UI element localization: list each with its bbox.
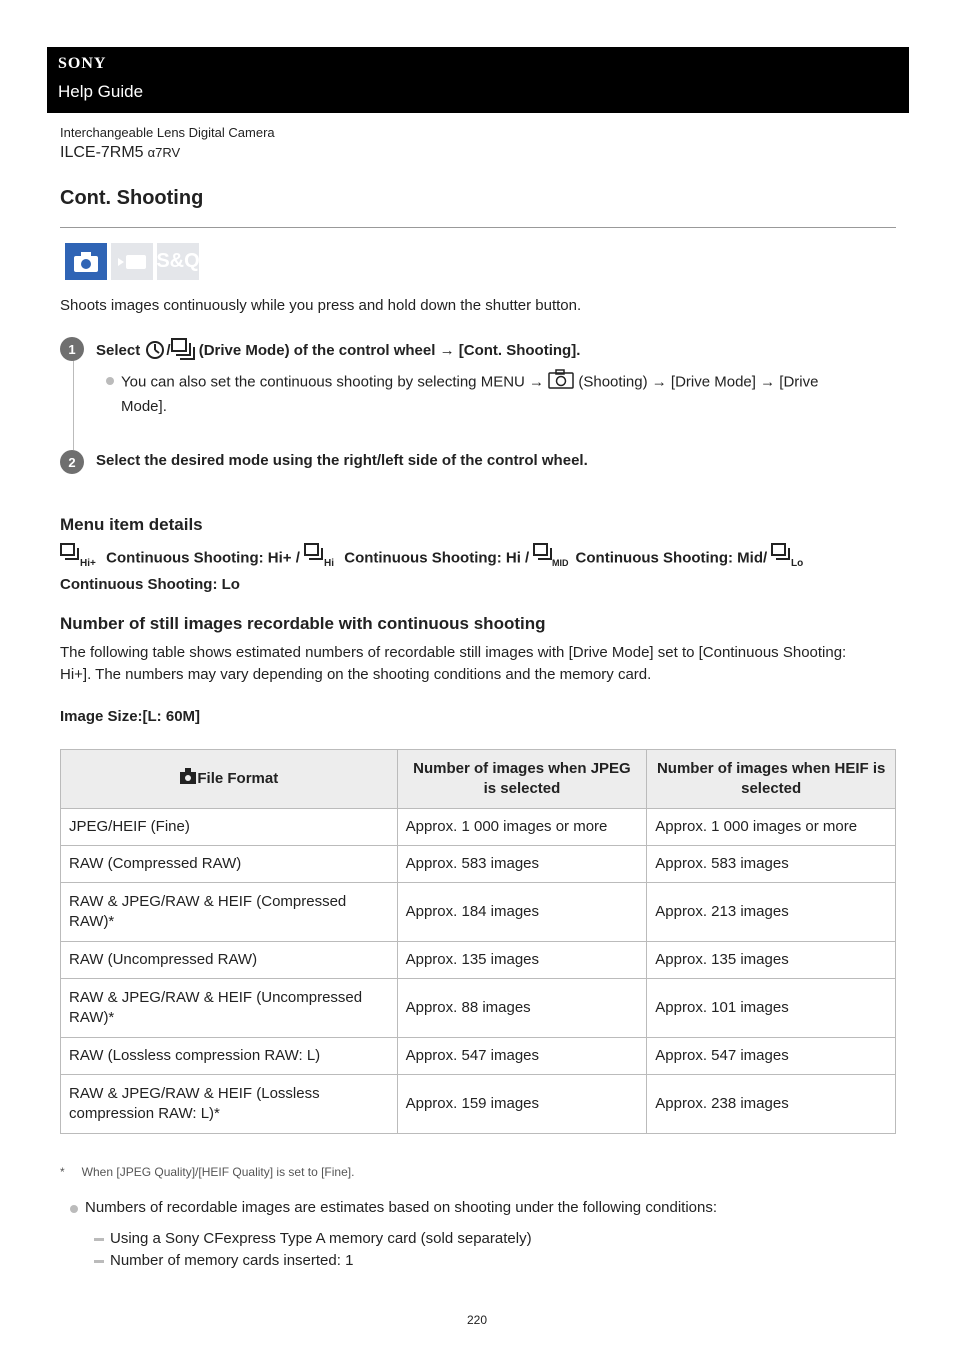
step-1-post: (Drive Mode) of the control wheel → [Cont. Shooting].: [198, 341, 581, 359]
cont-hi-plus-label: Continuous Shooting: Hi+ /: [106, 549, 300, 567]
step-1-slash: /: [166, 341, 171, 359]
file-format-cell: RAW & JPEG/RAW & HEIF (Compressed RAW)*: [61, 883, 398, 942]
file-format-cell: RAW (Lossless compression RAW: L): [61, 1038, 398, 1075]
heif-count-cell: Approx. 135 images: [647, 942, 896, 979]
recordable-heading: Number of still images recordable with continuous shooting: [60, 614, 546, 633]
camera-icon: [179, 767, 197, 791]
page-title: Cont. Shooting: [60, 187, 204, 209]
jpeg-count-cell: Approx. 135 images: [397, 942, 647, 979]
header-file-format: [61, 750, 398, 809]
conditions-note: Numbers of recordable images are estimates based on shooting under the following conditions:: [85, 1199, 718, 1216]
step-2-text: Select the desired mode using the right/left side of the control wheel.: [96, 452, 588, 469]
help-guide-title: Help Guide: [58, 82, 144, 101]
table-row: [61, 1038, 896, 1075]
jpeg-count-cell: Approx. 547 images: [397, 1038, 647, 1075]
recordable-desc-line-2: Hi+]. The numbers may vary depending on the shooting conditions and the memory card.: [60, 666, 652, 683]
jpeg-count-cell: Approx. 583 images: [397, 846, 647, 883]
condition-dash: [94, 1260, 104, 1263]
table-row: [61, 809, 896, 846]
recordable-description: [60, 642, 900, 686]
page-header: [47, 47, 909, 113]
footnote-mark: *: [60, 1165, 65, 1179]
menu-details-items: [60, 543, 900, 596]
cont-lo-icon-label: Lo: [791, 558, 804, 567]
file-format-cell: RAW (Compressed RAW): [61, 846, 398, 883]
menu-details-heading: Menu item details: [60, 515, 203, 534]
cont-hi-icon-label: Hi: [324, 558, 335, 567]
heif-count-cell: Approx. 1 000 images or more: [647, 809, 896, 846]
page-number: 220: [466, 1313, 488, 1327]
table-row: [61, 942, 896, 979]
intro-text: Shoots images continuously while you press and hold down the shutter button.: [60, 297, 582, 314]
file-format-cell: RAW & JPEG/RAW & HEIF (Uncompressed RAW)*: [61, 979, 398, 1038]
table-row: [61, 883, 896, 942]
header-heif-count: Number of images when HEIF is selected: [647, 750, 896, 809]
sq-mode-icon: S&Q: [157, 243, 199, 280]
cont-lo-icon: [771, 543, 807, 574]
note-part-3: Mode].: [121, 398, 167, 415]
cont-hi-plus-icon: [60, 543, 102, 574]
jpeg-count-cell: Approx. 159 images: [397, 1075, 647, 1134]
note-bullet: [70, 1205, 78, 1213]
step-1-pre: Select: [96, 341, 141, 359]
model-alias: α7RV: [147, 145, 181, 160]
cont-mid-icon: [533, 543, 571, 574]
step-1-note: [121, 369, 818, 418]
shooting-icon: [548, 369, 574, 396]
image-size-label: Image Size:[L: 60M]: [60, 708, 201, 725]
step-2-number: 2: [60, 450, 84, 474]
movie-mode-icon: [111, 243, 153, 280]
condition-dash: [94, 1238, 104, 1241]
table-row: [61, 846, 896, 883]
condition-item: Number of memory cards inserted: 1: [110, 1252, 354, 1269]
file-format-cell: RAW (Uncompressed RAW): [61, 942, 398, 979]
title-divider: [60, 227, 896, 228]
jpeg-count-cell: Approx. 184 images: [397, 883, 647, 942]
cont-lo-label: Continuous Shooting: Lo: [60, 576, 240, 593]
table-header-row: [61, 750, 896, 809]
recordable-images-table: [60, 749, 896, 1134]
heif-count-cell: Approx. 213 images: [647, 883, 896, 942]
sony-logo: SONY: [58, 55, 107, 72]
heif-count-cell: Approx. 238 images: [647, 1075, 896, 1134]
cont-hi-icon: [304, 543, 340, 574]
cont-mid-icon-label: MID: [552, 558, 569, 567]
cont-hi-plus-icon-label: Hi+: [80, 558, 96, 567]
note-part-2: (Shooting) → [Drive Mode] → [Drive: [578, 373, 819, 391]
step-1-number: 1: [60, 337, 84, 361]
recordable-desc-line-1: The following table shows estimated numbers of recordable still images with [Drive Mode] set to [Continuous Shooting:: [60, 644, 847, 661]
jpeg-count-cell: Approx. 88 images: [397, 979, 647, 1038]
note-part-1: You can also set the continuous shooting by selecting MENU →: [121, 373, 545, 391]
heif-count-cell: Approx. 547 images: [647, 1038, 896, 1075]
heif-count-cell: Approx. 583 images: [647, 846, 896, 883]
drive-mode-icon: [171, 338, 195, 364]
condition-item: Using a Sony CFexpress Type A memory card (sold separately): [110, 1230, 532, 1247]
table-row: [61, 1075, 896, 1134]
self-timer-icon: [144, 338, 166, 364]
product-category: Interchangeable Lens Digital Camera: [60, 125, 275, 140]
footnote: [60, 1165, 354, 1179]
footnote-text: When [JPEG Quality]/[HEIF Quality] is set to [Fine].: [81, 1165, 355, 1179]
photo-mode-icon: [65, 243, 107, 280]
table-row: [61, 979, 896, 1038]
header-jpeg-count: Number of images when JPEG is selected: [397, 750, 647, 809]
note-bullet: [106, 377, 114, 385]
product-model: [60, 144, 180, 162]
heif-count-cell: Approx. 101 images: [647, 979, 896, 1038]
file-format-cell: RAW & JPEG/RAW & HEIF (Lossless compression RAW: L)*: [61, 1075, 398, 1134]
file-format-cell: JPEG/HEIF (Fine): [61, 809, 398, 846]
step-1-text: [96, 338, 580, 364]
model-number: ILCE-7RM5: [60, 144, 144, 161]
jpeg-count-cell: Approx. 1 000 images or more: [397, 809, 647, 846]
step-connector: [73, 360, 74, 450]
cont-hi-label: Continuous Shooting: Hi /: [344, 549, 530, 567]
header-file-format-label: File Format: [197, 769, 279, 787]
cont-mid-label: Continuous Shooting: Mid/: [575, 549, 768, 567]
